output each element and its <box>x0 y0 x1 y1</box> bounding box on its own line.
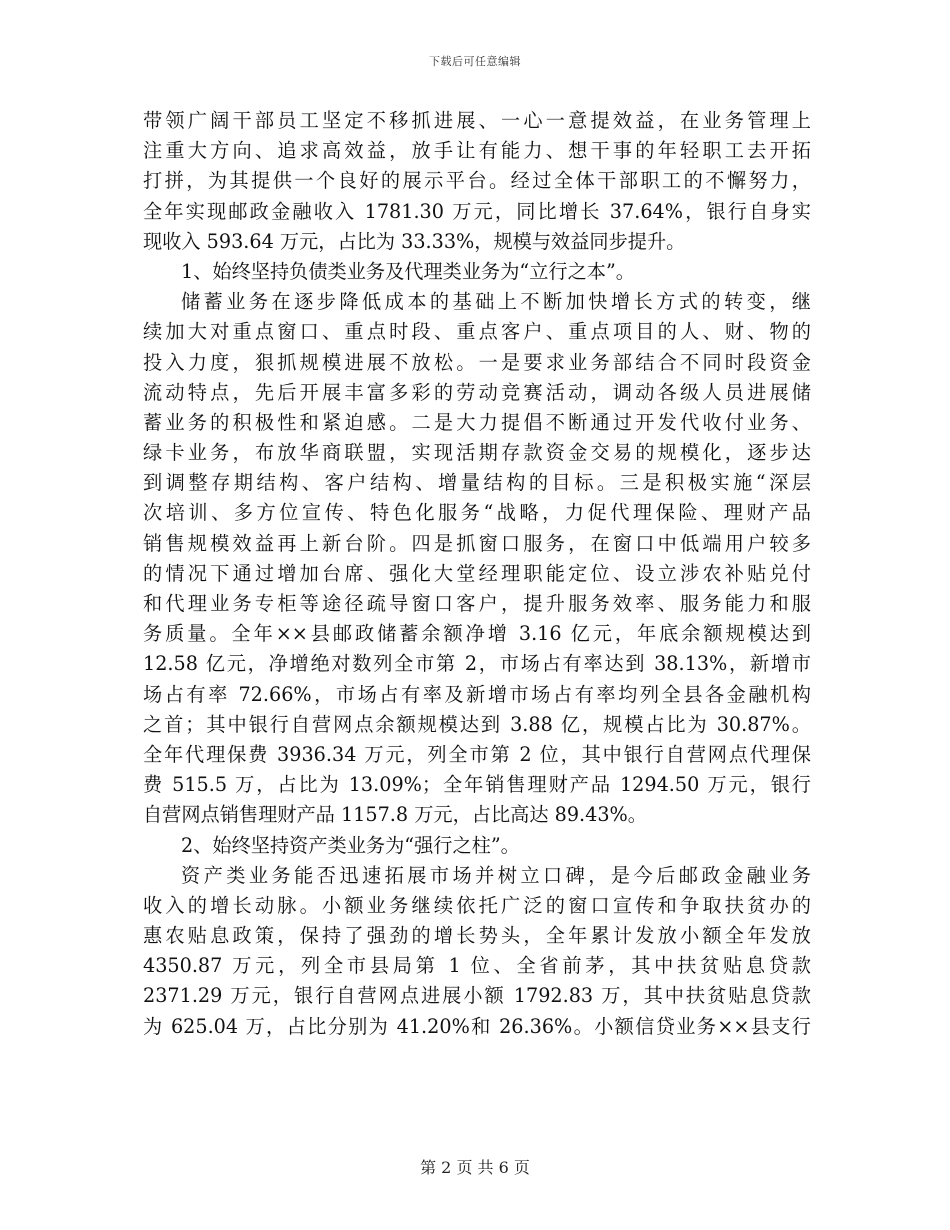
text-line: 储蓄业务在逐步降低成本的基础上不断加快增长方式的转变，继 <box>181 290 811 314</box>
document-body <box>143 106 811 1042</box>
text-line: 惠农贴息政策，保持了强劲的增长势头，全年累计发放小额全年发放 <box>143 924 811 948</box>
text-line: 注重大方向、追求高效益，放手让有能力、想干事的年轻职工去开拓 <box>143 139 811 163</box>
text-line: 全年代理保费 3936.34 万元，列全市第 2 位，其中银行自营网点代理保 <box>143 742 811 766</box>
text-line: 场占有率 72.66%，市场占有率及新增市场占有率均列全县各金融机构 <box>143 682 811 706</box>
text-line: 的情况下通过增加台席、强化大堂经理职能定位、设立涉农补贴兑付 <box>143 561 811 585</box>
text-line: 费 515.5 万，占比为 13.09%；全年销售理财产品 1294.50 万元，银行 <box>143 773 811 797</box>
text-line: 2、始终坚持资产类业务为“强行之柱”。 <box>181 833 520 857</box>
text-line: 投入力度，狠抓规模进展不放松。一是要求业务部结合不同时段资金 <box>143 350 811 374</box>
text-line: 资产类业务能否迅速拓展市场并树立口碑，是今后邮政金融业务 <box>181 863 811 887</box>
text-line: 带领广阔干部员工坚定不移抓进展、一心一意提效益，在业务管理上 <box>143 109 811 132</box>
text-line: 现收入 593.64 万元，占比为 33.33%，规模与效益同步提升。 <box>143 229 686 253</box>
text-line: 绿卡业务，布放华商联盟，实现活期存款资金交易的规模化，逐步达 <box>143 441 811 465</box>
text-line: 收入的增长动脉。小额业务继续依托广泛的窗口宣传和争取扶贫办的 <box>143 893 811 917</box>
text-line: 到调整存期结构、客户结构、增量结构的目标。三是积极实施“深层 <box>143 471 811 495</box>
text-line: 续加大对重点窗口、重点时段、重点客户、重点项目的人、财、物的 <box>143 320 811 344</box>
text-line: 务质量。全年××县邮政储蓄余额净增 3.16 亿元，年底余额规模达到 <box>143 622 811 646</box>
text-line: 次培训、多方位宣传、特色化服务“战略，力促代理保险、理财产品 <box>143 501 811 525</box>
text-line: 和代理业务专柜等途径疏导窗口客户，提升服务效率、服务能力和服 <box>143 592 811 615</box>
page-footer: 第 2 页 共 6 页 <box>420 1158 530 1177</box>
text-line: 之首；其中银行自营网点余额规模达到 3.88 亿，规模占比为 30.87%。 <box>143 712 811 736</box>
text-line: 蓄业务的积极性和紧迫感。二是大力提倡不断通过开发代收付业务、 <box>143 410 811 434</box>
text-line: 自营网点销售理财产品 1157.8 万元，占比高达 89.43%。 <box>143 803 647 827</box>
page-header: 下载后可任意编辑 <box>429 55 521 68</box>
text-line: 2371.29 万元，银行自营网点进展小额 1792.83 万，其中扶贫贴息贷款 <box>143 984 811 1008</box>
text-line: 销售规模效益再上新台阶。四是抓窗口服务，在窗口中低端用户较多 <box>143 531 811 555</box>
text-line: 为 625.04 万，占比分别为 41.20%和 26.36%。小额信贷业务××县支行 <box>143 1014 811 1038</box>
text-line: 打拼，为其提供一个良好的展示平台。经过全体干部职工的不懈努力， <box>143 169 811 193</box>
text-line: 12.58 亿元，净增绝对数列全市第 2，市场占有率达到 38.13%，新增市 <box>143 652 811 676</box>
text-line: 4350.87 万元，列全市县局第 1 位、全省前茅，其中扶贫贴息贷款 <box>143 954 811 978</box>
text-line: 全年实现邮政金融收入 1781.30 万元，同比增长 37.64%，银行自身实 <box>143 199 811 223</box>
text-line: 流动特点，先后开展丰富多彩的劳动竞赛活动，调动各级人员进展储 <box>143 380 811 404</box>
text-line: 1、始终坚持负债类业务及代理类业务为“立行之本”。 <box>181 259 635 283</box>
